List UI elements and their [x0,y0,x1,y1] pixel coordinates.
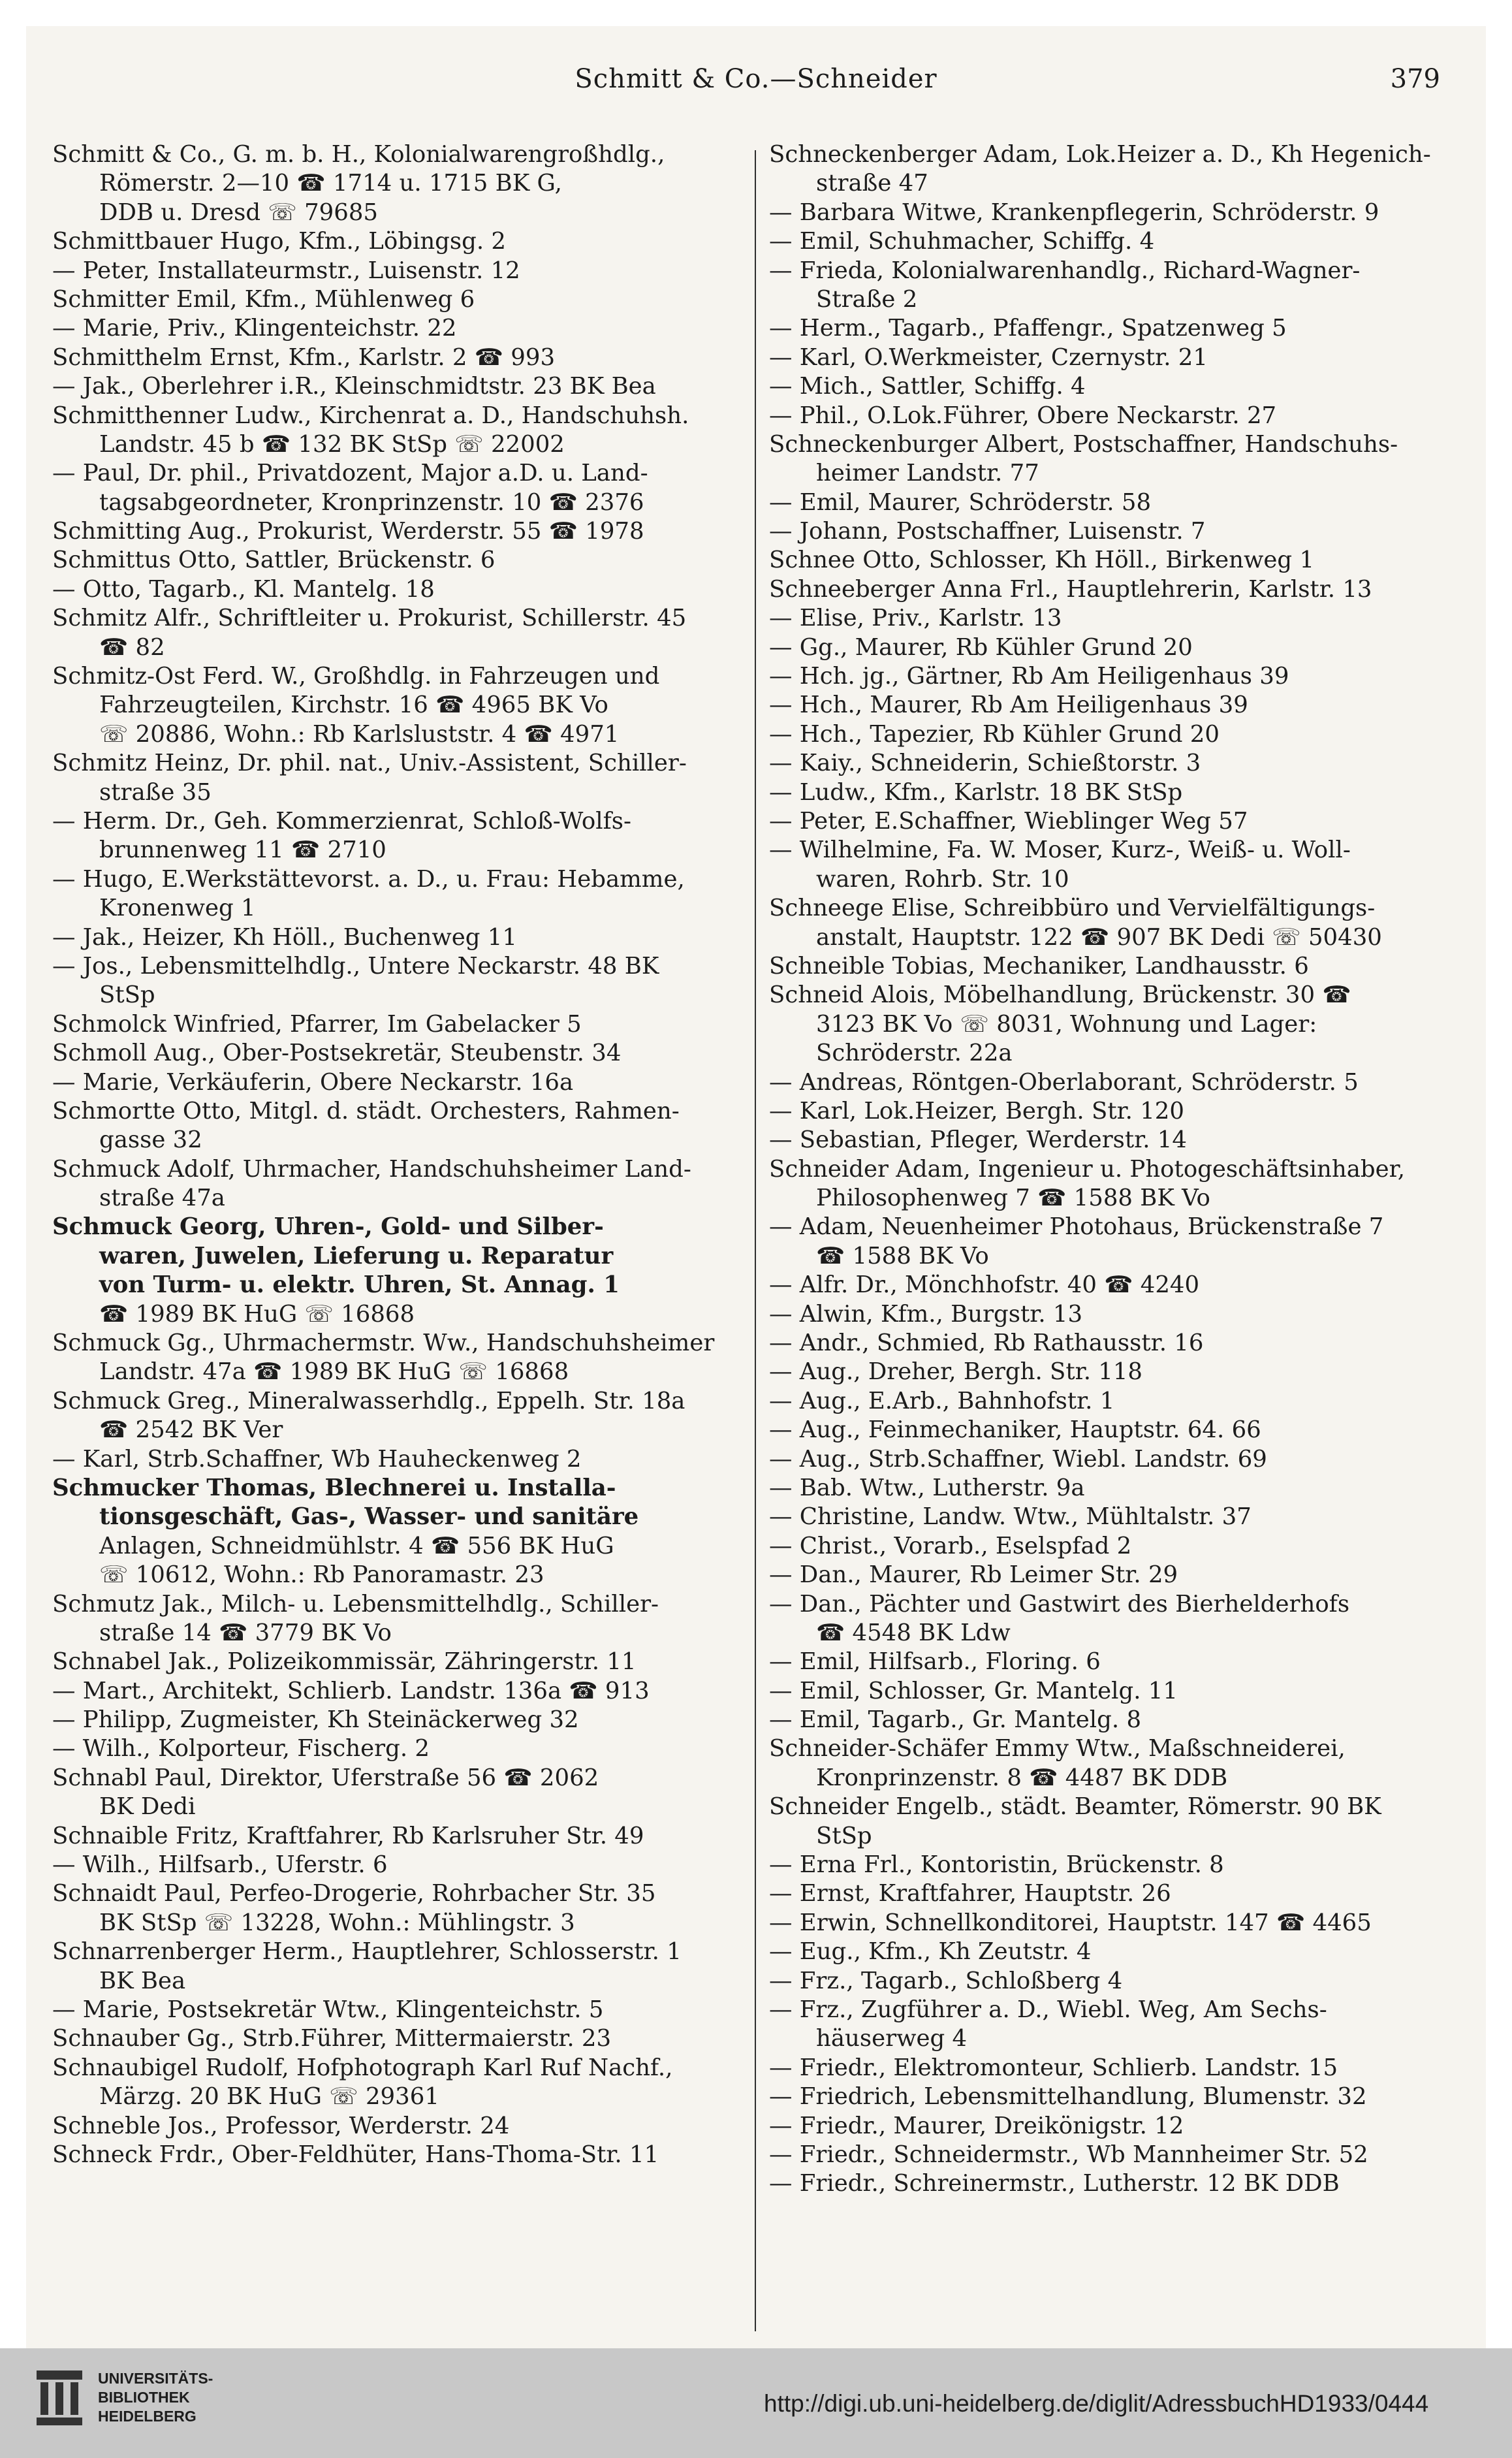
directory-entry-line: Schmitz Heinz, Dr. phil. nat., Univ.-Assistent, Schiller- [52,750,687,777]
directory-entry-line: — Adam, Neuenheimer Photohaus, Brückenstraße 7 [769,1213,1384,1241]
directory-entry-line: ☎ 2542 BK Ver [99,1416,283,1444]
directory-entry-line: Schmoll Aug., Ober-Postsekretär, Steubenstr. 34 [52,1040,622,1067]
directory-entry-line: — Christine, Landw. Wtw., Mühltalstr. 37 [769,1503,1252,1531]
directory-entry-line: — Herm., Tagarb., Pfaffengr., Spatzenweg 5 [769,315,1287,342]
directory-entry-line: — Eug., Kfm., Kh Zeutstr. 4 [769,1938,1092,1966]
page-title: Schmitt & Co.—Schneider [575,64,937,94]
directory-entry-line: — Aug., E.Arb., Bahnhofstr. 1 [769,1387,1115,1414]
footer-bar [0,2348,1512,2458]
directory-entry-line: Schneeberger Anna Frl., Hauptlehrerin, Karlstr. 13 [769,575,1372,603]
directory-entry-line: Schröderstr. 22a [816,1040,1013,1067]
directory-entry-line: Schneck Frdr., Ober-Feldhüter, Hans-Thoma-Str. 11 [52,2141,659,2168]
directory-entry-line: Schmuck Greg., Mineralwasserhdlg., Eppelh. Str. 18a [52,1387,685,1414]
directory-entry-line: Schneider Adam, Ingenieur u. Photogeschäftsinhaber, [769,1155,1406,1183]
directory-entry-line: — Marie, Priv., Klingenteichstr. 22 [52,315,457,342]
directory-entry-line: von Turm- u. elektr. Uhren, St. Annag. 1 [99,1271,620,1299]
directory-entry-line: Schmolck Winfried, Pfarrer, Im Gabelacker 5 [52,1010,582,1038]
directory-entry-line: — Frz., Tagarb., Schloßberg 4 [769,1967,1123,1994]
directory-entry-line: ☎ 82 [99,633,165,661]
directory-entry-line: ☎ 4548 BK Ldw [816,1619,1011,1646]
directory-entry-line: Schneider Engelb., städt. Beamter, Römerstr. 90 BK [769,1793,1381,1821]
directory-entry-line: — Andreas, Röntgen-Oberlaborant, Schröderstr. 5 [769,1068,1359,1096]
right-column [769,140,1469,2328]
directory-entry-line: — Dan., Pächter und Gastwirt des Bierhelderhofs [769,1590,1350,1618]
directory-entry-line: — Aug., Feinmechaniker, Hauptstr. 64. 66 [769,1416,1261,1444]
directory-entry-line: — Christ., Vorarb., Eselspfad 2 [769,1532,1132,1559]
directory-entry-line: Schnee Otto, Schlosser, Kh Höll., Birkenweg 1 [769,547,1315,574]
directory-entry-line: Schmuck Gg., Uhrmachermstr. Ww., Handschuhsheimer [52,1330,715,1357]
directory-entry-line: Schneider-Schäfer Emmy Wtw., Maßschneiderei, [769,1735,1346,1763]
directory-entry-line: ☎ 1989 BK HuG ☏ 16868 [99,1300,415,1328]
directory-entry-line: Schneble Jos., Professor, Werderstr. 24 [52,2112,510,2139]
directory-entry-line: — Hch., Tapezier, Rb Kühler Grund 20 [769,720,1220,748]
directory-page [26,26,1486,2348]
library-name [98,2369,213,2426]
directory-entry-line: Schmutz Jak., Milch- u. Lebensmittelhdlg., Schiller- [52,1590,659,1618]
left-column [52,140,752,2328]
directory-entry-line: Schnaubigel Rudolf, Hofphotograph Karl Ruf Nachf., [52,2054,673,2081]
directory-entry-line: — Marie, Verkäuferin, Obere Neckarstr. 16a [52,1068,574,1096]
directory-entry-line: Anlagen, Schneidmühlstr. 4 ☎ 556 BK HuG [99,1532,614,1559]
page-header [52,26,1460,104]
directory-entry-line: — Wilh., Kolporteur, Fischerg. 2 [52,1735,430,1763]
directory-entry-line: — Karl, Lok.Heizer, Bergh. Str. 120 [769,1097,1184,1125]
directory-entry-line: tionsgeschäft, Gas-, Wasser- und sanitäre [99,1503,639,1531]
directory-entry-line: ☎ 1588 BK Vo [816,1242,989,1269]
directory-entry-line: — Friedr., Schreinermstr., Lutherstr. 12 BK DDB [769,2170,1340,2197]
directory-entry-line: — Aug., Strb.Schaffner, Wiebl. Landstr. 69 [769,1445,1267,1473]
directory-entry-line: — Philipp, Zugmeister, Kh Steinäckerweg 32 [52,1706,579,1734]
university-library-logo-icon [34,2367,85,2429]
library-name-line: HEIDELBERG [98,2408,197,2425]
directory-entry-line: — Jak., Oberlehrer i.R., Kleinschmidtstr. 23 BK Bea [52,373,656,400]
directory-entry-line: — Sebastian, Pfleger, Werderstr. 14 [769,1126,1187,1154]
directory-entry-line: — Ludw., Kfm., Karlstr. 18 BK StSp [769,778,1183,806]
source-url-link[interactable]: http://digi.ub.uni-heidelberg.de/diglit/AdressbuchHD1933/0444 [764,2390,1429,2417]
directory-entry-line: — Gg., Maurer, Rb Kühler Grund 20 [769,633,1193,661]
directory-entry-line: — Wilh., Hilfsarb., Uferstr. 6 [52,1851,388,1879]
directory-entry-line: Römerstr. 2—10 ☎ 1714 u. 1715 BK G, [99,170,562,197]
directory-entry-line: Landstr. 45 b ☎ 132 BK StSp ☏ 22002 [99,430,565,458]
directory-entry-line: Schneckenberger Adam, Lok.Heizer a. D., Kh Hegenich- [769,141,1431,168]
directory-entry-line: — Emil, Schlosser, Gr. Mantelg. 11 [769,1677,1178,1704]
directory-entry-line: gasse 32 [99,1126,202,1154]
directory-entry-line: Landstr. 47a ☎ 1989 BK HuG ☏ 16868 [99,1358,569,1386]
directory-entry-line: — Friedrich, Lebensmittelhandlung, Blumenstr. 32 [769,2083,1367,2111]
directory-entry-line: — Emil, Hilfsarb., Floring. 6 [769,1648,1101,1676]
directory-entry-line: Schmuck Adolf, Uhrmacher, Handschuhsheimer Land- [52,1155,691,1183]
directory-entry-line: — Paul, Dr. phil., Privatdozent, Major a.D. u. Land- [52,460,648,487]
page-number: 379 [1390,64,1440,94]
directory-entry-line: waren, Rohrb. Str. 10 [816,865,1069,893]
directory-entry-line: Schmitting Aug., Prokurist, Werderstr. 55 ☎ 1978 [52,518,644,545]
directory-entry-line: 3123 BK Vo ☏ 8031, Wohnung und Lager: [816,1010,1317,1038]
directory-entry-line: Schmittus Otto, Sattler, Brückenstr. 6 [52,547,496,574]
directory-entry-line: — Alwin, Kfm., Burgstr. 13 [769,1300,1083,1328]
directory-entry-line: Kronenweg 1 [99,895,256,922]
directory-entry-line: — Otto, Tagarb., Kl. Mantelg. 18 [52,575,435,603]
directory-entry-line: Straße 2 [816,285,918,313]
directory-entry-line: — Jos., Lebensmittelhdlg., Untere Neckarstr. 48 BK [52,952,659,980]
directory-entry-line: Schneid Alois, Möbelhandlung, Brückenstr. 30 ☎ [769,982,1351,1009]
directory-entry-line: BK Dedi [99,1793,196,1821]
directory-entry-line: Schnaible Fritz, Kraftfahrer, Rb Karlsruher Str. 49 [52,1822,644,1849]
directory-entry-line: — Friedr., Maurer, Dreikönigstr. 12 [769,2112,1184,2139]
directory-entry-line: häuserweg 4 [816,2025,968,2052]
directory-entry-line: DDB u. Dresd ☏ 79685 [99,199,379,226]
directory-entry-line: — Mart., Architekt, Schlierb. Landstr. 136a ☎ 913 [52,1677,650,1704]
directory-entry-line: — Herm. Dr., Geh. Kommerzienrat, Schloß-Wolfs- [52,807,631,835]
directory-entry-line: Kronprinzenstr. 8 ☎ 4487 BK DDB [816,1764,1228,1791]
directory-entry-line: straße 35 [99,778,212,806]
directory-entry-line: — Erwin, Schnellkonditorei, Hauptstr. 147 ☎ 4465 [769,1909,1372,1936]
directory-entry-line: — Friedr., Schneidermstr., Wb Mannheimer Str. 52 [769,2141,1368,2168]
directory-entry-line: Schnauber Gg., Strb.Führer, Mittermaierstr. 23 [52,2025,612,2052]
directory-entry-line: — Bab. Wtw., Lutherstr. 9a [769,1474,1085,1501]
directory-entry-line: Schneible Tobias, Mechaniker, Landhausstr. 6 [769,952,1309,980]
directory-entry-line: heimer Landstr. 77 [816,460,1039,487]
directory-entry-line: — Emil, Schuhmacher, Schiffg. 4 [769,228,1155,255]
directory-entry-line: — Mich., Sattler, Schiffg. 4 [769,373,1086,400]
directory-entry-line: Schnaidt Paul, Perfeo-Drogerie, Rohrbacher Str. 35 [52,1880,656,1907]
directory-entry-line: — Kaiy., Schneiderin, Schießtorstr. 3 [769,750,1201,777]
directory-entry-line: — Peter, Installateurmstr., Luisenstr. 12 [52,257,520,284]
directory-entry-line: brunnenweg 11 ☎ 2710 [99,837,386,864]
directory-entry-line: — Hch., Maurer, Rb Am Heiligenhaus 39 [769,692,1248,719]
directory-entry-line: Fahrzeugteilen, Kirchstr. 16 ☎ 4965 BK Vo [99,692,608,719]
directory-entry-line: — Marie, Postsekretär Wtw., Klingenteichstr. 5 [52,1996,604,2023]
directory-entry-line: straße 47a [99,1185,225,1212]
directory-entry-line: — Emil, Maurer, Schröderstr. 58 [769,488,1152,516]
directory-entry-line: — Karl, Strb.Schaffner, Wb Hauheckenweg 2 [52,1445,582,1473]
directory-entry-line: Schmuck Georg, Uhren-, Gold- und Silber- [52,1213,604,1241]
directory-entry-line: Schnabl Paul, Direktor, Uferstraße 56 ☎ 2062 [52,1764,599,1791]
directory-entry-line: StSp [816,1822,872,1849]
directory-entry-line: — Frieda, Kolonialwarenhandlg., Richard-Wagner- [769,257,1361,284]
column-divider [755,150,756,2331]
directory-entry-line: Schmittbauer Hugo, Kfm., Löbingsg. 2 [52,228,507,255]
directory-entry-line: — Peter, E.Schaffner, Wieblinger Weg 57 [769,807,1248,835]
directory-entry-line: Schmitthenner Ludw., Kirchenrat a. D., Handschuhsh. [52,402,689,429]
directory-entry-line: Schmitthelm Ernst, Kfm., Karlstr. 2 ☎ 993 [52,343,556,371]
directory-entry-line: — Elise, Priv., Karlstr. 13 [769,605,1062,632]
directory-entry-line: — Hch. jg., Gärtner, Rb Am Heiligenhaus 39 [769,663,1289,690]
directory-entry-line: Schneckenburger Albert, Postschaffner, Handschuhs- [769,430,1398,458]
library-name-line: BIBLIOTHEK [98,2389,190,2406]
directory-entry-line: BK Bea [99,1967,186,1994]
directory-entry-line: waren, Juwelen, Lieferung u. Reparatur [99,1242,614,1269]
directory-entry-line: Schnabel Jak., Polizeikommissär, Zähringerstr. 11 [52,1648,637,1676]
directory-entry-line: ☏ 10612, Wohn.: Rb Panoramastr. 23 [99,1561,544,1589]
directory-entry-line: Schnarrenberger Herm., Hauptlehrer, Schlosserstr. 1 [52,1938,682,1966]
directory-entry-line: BK StSp ☏ 13228, Wohn.: Mühlingstr. 3 [99,1909,575,1936]
directory-entry-line: ☏ 20886, Wohn.: Rb Karlsluststr. 4 ☎ 4971 [99,720,620,748]
directory-entry-line: — Erna Frl., Kontoristin, Brückenstr. 8 [769,1851,1224,1879]
library-name-line: UNIVERSITÄTS- [98,2370,213,2387]
directory-entry-line: — Andr., Schmied, Rb Rathausstr. 16 [769,1330,1204,1357]
directory-entry-line: — Dan., Maurer, Rb Leimer Str. 29 [769,1561,1178,1589]
directory-entry-line: Schneege Elise, Schreibbüro und Vervielfältigungs- [769,895,1376,922]
directory-entry-line: — Hugo, E.Werkstättevorst. a. D., u. Frau: Hebamme, [52,865,685,893]
directory-entry-line: — Aug., Dreher, Bergh. Str. 118 [769,1358,1143,1386]
directory-entry-line: Schmitz-Ost Ferd. W., Großhdlg. in Fahrzeugen und [52,663,660,690]
directory-entry-line: — Wilhelmine, Fa. W. Moser, Kurz-, Weiß- u. Woll- [769,837,1351,864]
directory-entry-line: — Phil., O.Lok.Führer, Obere Neckarstr. 27 [769,402,1277,429]
directory-entry-line: Schmitter Emil, Kfm., Mühlenweg 6 [52,285,475,313]
directory-entry-line: Märzg. 20 BK HuG ☏ 29361 [99,2083,439,2111]
directory-entry-line: — Jak., Heizer, Kh Höll., Buchenweg 11 [52,923,517,951]
directory-entry-line: — Alfr. Dr., Mönchhofstr. 40 ☎ 4240 [769,1271,1200,1299]
directory-entry-line: straße 47 [816,170,928,197]
directory-entry-line: — Friedr., Elektromonteur, Schlierb. Landstr. 15 [769,2054,1338,2081]
directory-entry-line: Schmitt & Co., G. m. b. H., Kolonialwarengroßhdlg., [52,141,665,168]
directory-entry-line: straße 14 ☎ 3779 BK Vo [99,1619,392,1646]
directory-entry-line: — Emil, Tagarb., Gr. Mantelg. 8 [769,1706,1142,1734]
directory-entry-line: Schmortte Otto, Mitgl. d. städt. Orchesters, Rahmen- [52,1097,680,1125]
directory-entry-line: — Barbara Witwe, Krankenpflegerin, Schröderstr. 9 [769,199,1379,226]
directory-entry-line: — Frz., Zugführer a. D., Wiebl. Weg, Am Sechs- [769,1996,1327,2023]
directory-entry-line: Schmitz Alfr., Schriftleiter u. Prokurist, Schillerstr. 45 [52,605,687,632]
directory-entry-line: anstalt, Hauptstr. 122 ☎ 907 BK Dedi ☏ 50430 [816,923,1382,951]
directory-entry-line: — Karl, O.Werkmeister, Czernystr. 21 [769,343,1208,371]
directory-entry-line: StSp [99,982,155,1009]
directory-entry-line: tagsabgeordneter, Kronprinzenstr. 10 ☎ 2376 [99,488,644,516]
directory-entry-line: Schmucker Thomas, Blechnerei u. Installa- [52,1474,616,1501]
directory-entry-line: Philosophenweg 7 ☎ 1588 BK Vo [816,1185,1210,1212]
directory-entry-line: — Ernst, Kraftfahrer, Hauptstr. 26 [769,1880,1171,1907]
directory-entry-line: — Johann, Postschaffner, Luisenstr. 7 [769,518,1206,545]
